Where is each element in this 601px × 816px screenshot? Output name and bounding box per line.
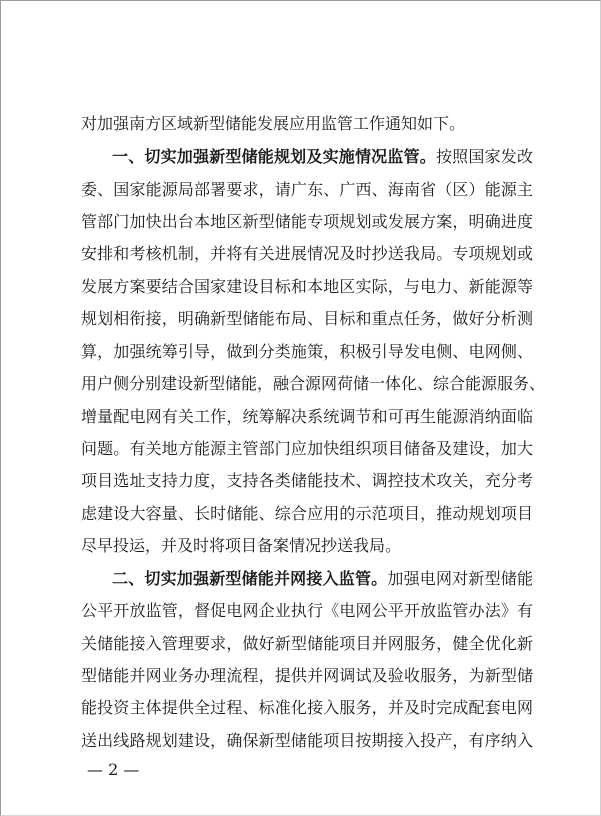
paragraph-line: 虑建设大容量、长时储能、综合应用的示范项目，推动规划项目: [81, 504, 533, 523]
paragraph-line: 尽早投运，并及时将项目备案情况抄送我局。: [81, 536, 402, 555]
paragraph-line: 能投资主体提供全过程、标准化接入服务，并及时完成配套电网: [81, 698, 533, 717]
paragraph-line: 管部门加快出台本地区新型储能专项规划或发展方案，明确进度: [81, 212, 533, 231]
paragraph-line: 关储能接入管理要求，做好新型储能项目并网服务，健全优化新: [81, 634, 533, 653]
paragraph-line: 增量配电网有关工作，统筹解决系统调节和可再生能源消纳面临: [81, 407, 533, 426]
paragraph-line: 发展方案要结合国家建设目标和本地区实际，与电力、新能源等: [81, 277, 533, 296]
section-1-first-line: [112, 147, 533, 167]
page-number: — 2 —: [87, 760, 140, 779]
section-1-heading: 一、切实加强新型储能规划及实施情况监管。: [112, 147, 436, 166]
paragraph-line: 型储能并网业务办理流程，提供并网调试及验收服务，为新型储: [81, 666, 533, 685]
section-2-first-line: [112, 569, 533, 589]
section-1-text: 按照国家发改: [435, 147, 533, 166]
section-2-heading: 二、切实加强新型储能并网接入监管。: [112, 569, 388, 588]
paragraph-line: 送出线路规划建设，确保新型储能项目按期接入投产，有序纳入: [81, 731, 533, 750]
paragraph-line: 用户侧分别建设新型储能，融合源网荷储一体化、综合能源服务、: [81, 374, 546, 393]
section-2-text: 加强电网对新型储能: [387, 569, 533, 588]
paragraph-line: 安排和考核机制，并将有关进展情况及时抄送我局。专项规划或: [81, 244, 533, 263]
paragraph-line: 委、国家能源局部署要求，请广东、广西、海南省（区）能源主: [81, 180, 533, 199]
paragraph-line: 公平开放监管，督促电网企业执行《电网公平开放监管办法》有: [81, 601, 533, 620]
paragraph-line: 项目选址支持力度，支持各类储能技术、调控技术攻关，充分考: [81, 471, 533, 490]
paragraph-line: 对加强南方区域新型储能发展应用监管工作通知如下。: [81, 114, 466, 133]
paragraph-line: 算，加强统筹引导，做到分类施策，积极引导发电侧、电网侧、: [81, 342, 533, 361]
paragraph-line: 问题。有关地方能源主管部门应加快组织项目储备及建设，加大: [81, 439, 533, 458]
paragraph-line: 规划相衔接，明确新型储能布局、目标和重点任务，做好分析测: [81, 309, 533, 328]
